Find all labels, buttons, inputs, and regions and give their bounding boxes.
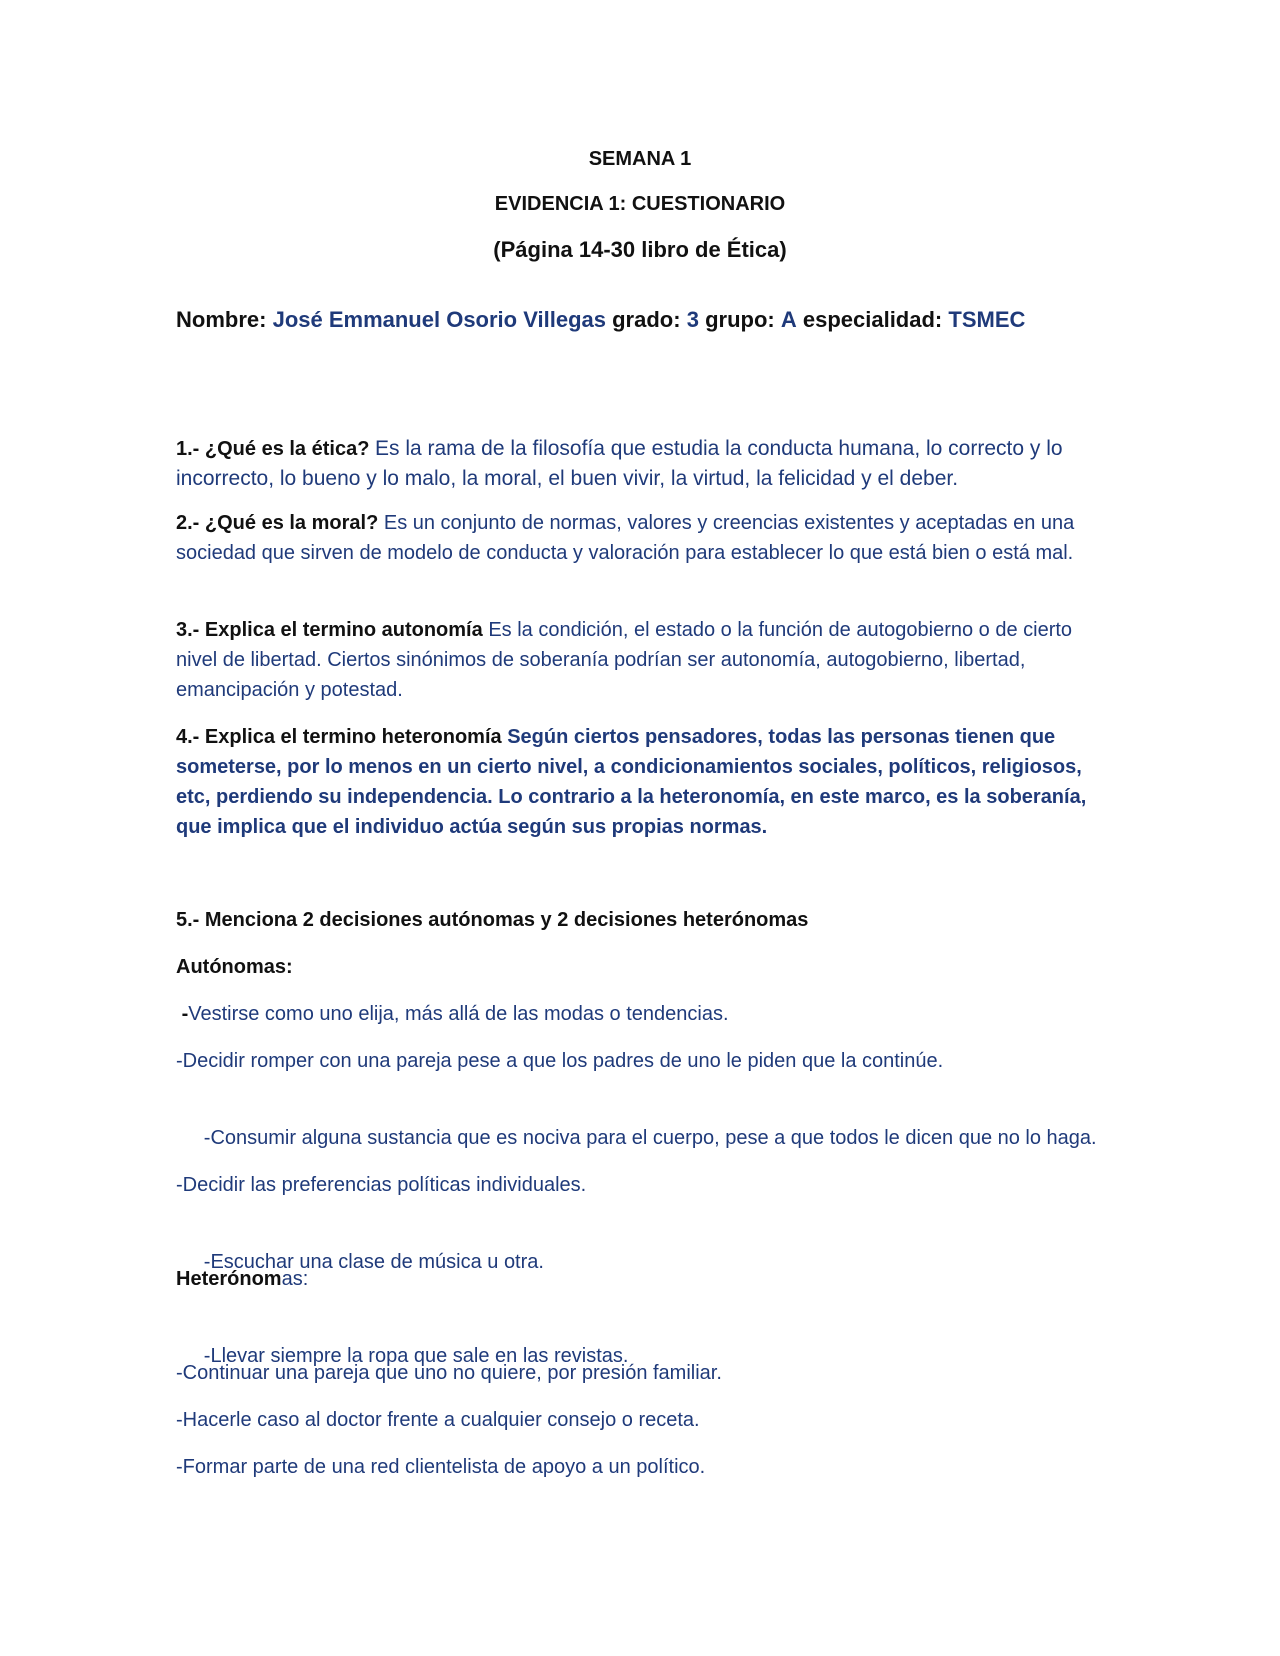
name-value: José Emmanuel Osorio Villegas	[272, 307, 606, 332]
evidence-heading: EVIDENCIA 1: CUESTIONARIO	[494, 193, 786, 215]
answer-1-text: Es la rama de la filosofía que estudia la conducta humana, lo correcto y lo incorrecto, lo bueno y lo malo, la moral, el buen vivir, la virtud, la felicidad y el deber.	[176, 437, 1063, 490]
group-value: A	[780, 307, 797, 332]
autonomous-item-dash: -	[181, 1003, 189, 1025]
answer-3-text: Es la condición, el estado o la función de autogobierno o de cierto nivel de libertad. Ciertos sinónimos de soberanía podrían ser autonomía, autogobierno, libertad, emancipación y potestad.	[176, 619, 1073, 701]
heteronomous-item	[176, 1452, 1106, 1482]
heteronomous-label-bold: Heterónom	[176, 1268, 282, 1290]
autonomous-item	[176, 1170, 1106, 1200]
heteronomous-item-text: -Continuar una pareja que uno no quiere, por presión familiar.	[176, 1362, 722, 1384]
grade-value: 3	[686, 307, 699, 332]
specialty-label: especialidad:	[802, 307, 943, 332]
question-3-text: 3.- Explica el termino autonomía	[176, 619, 483, 641]
autonomous-item-text: -Decidir las preferencias políticas individuales.	[176, 1174, 587, 1196]
autonomous-item-text: Vestirse como uno elija, más allá de las modas o tendencias.	[188, 1003, 729, 1025]
autonomous-item-text: -Consumir alguna sustancia que es nociva para el cuerpo, pese a que todos le dicen que no lo haga.	[198, 1127, 1097, 1149]
specialty-value: TSMEC	[948, 307, 1026, 332]
student-info-line	[176, 304, 1106, 336]
heteronomous-label-rest: as:	[281, 1268, 309, 1290]
question-1	[176, 434, 1106, 494]
answer-2-text: Es un conjunto de normas, valores y creencias existentes y aceptadas en una sociedad que sirven de modelo de conducta y valoración para establecer lo que está bien o está mal.	[176, 512, 1075, 564]
autonomous-item-text: -Escuchar una clase de música u otra.	[198, 1251, 544, 1273]
pages-reference: (Página 14-30 libro de Ética)	[493, 237, 787, 262]
autonomous-label-text: Autónomas:	[176, 956, 293, 978]
name-label: Nombre:	[176, 307, 267, 332]
question-5-text: 5.- Menciona 2 decisiones autónomas y 2 decisiones heterónomas	[176, 909, 809, 931]
question-4-text: 4.- Explica el termino heteronomía	[176, 726, 502, 748]
heteronomous-item-text: -Llevar siempre la ropa que sale en las revistas.	[198, 1345, 629, 1367]
group-label: grupo:	[705, 307, 775, 332]
grade-label: grado:	[612, 307, 681, 332]
question-5	[176, 905, 1106, 935]
autonomous-item-text: -Decidir romper con una pareja pese a que los padres de uno le piden que la continúe.	[176, 1050, 944, 1072]
question-4	[176, 722, 1106, 842]
heteronomous-label	[176, 1264, 1106, 1294]
heteronomous-item	[176, 1358, 1106, 1388]
autonomous-item	[176, 999, 1106, 1029]
heteronomous-item-text: -Hacerle caso al doctor frente a cualquier consejo o receta.	[176, 1409, 700, 1431]
heteronomous-item	[176, 1405, 1106, 1435]
question-1-text: 1.- ¿Qué es la ética?	[176, 438, 370, 460]
week-heading: SEMANA 1	[588, 148, 692, 170]
autonomous-item	[176, 1046, 1106, 1076]
question-2	[176, 508, 1106, 568]
autonomous-label	[176, 952, 1106, 982]
heteronomous-item-text: -Formar parte de una red clientelista de apoyo a un político.	[176, 1456, 706, 1478]
question-2-text: 2.- ¿Qué es la moral?	[176, 512, 379, 534]
question-3	[176, 615, 1106, 705]
answer-4-text: Según ciertos pensadores, todas las personas tienen que someterse, por lo menos en un cierto nivel, a condicionamientos sociales, políticos, religiosos, etc, perdiendo su independencia. Lo contrario a la heteronomía, en este marco, es la soberanía, que implica que el individuo actúa según sus propias normas.	[176, 726, 1087, 838]
